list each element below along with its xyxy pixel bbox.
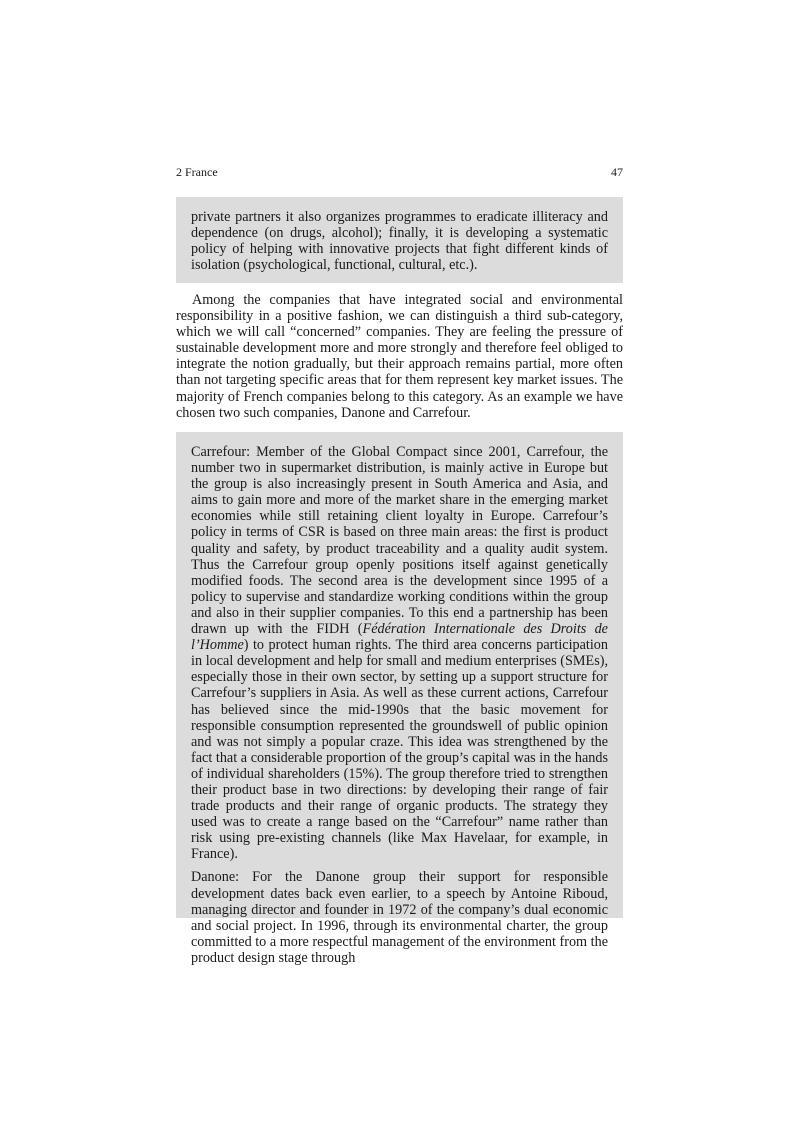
carrefour-text-1: Carrefour: Member of the Global Compact since 2001, Carrefour, the number two in supermarket distribution, is mainly active in Europe but the group is also increasingly present in South America and Asia, and aims to gain more and more of the market share in the emerging market economies while still retaining client loyalty in Europe. Carrefour’s policy in terms of CSR is based on three main areas: the first is product quality and safety, by product traceability and a quality audit system. Thus the Carrefour group openly positions itself against genetically modified foods. The second area is the development since 1995 of a policy to supervise and standardize working conditions within the group and also in their supplier companies. To this end a partnership has been drawn up with the FIDH (: [191, 444, 608, 638]
carrefour-text-2: ) to protect human rights. The third area concerns participation in local development and help for small and medium enterprises (SMEs), especially those in their own sector, by setting up a support structure for Carrefour’s suppliers in Asia. As well as these current actions, Carrefour has believed since the mid-1990s that the basic movement for responsible consumption represented the groundswell of public opinion and was not simply a popular craze. This idea was strengthened by the fact that a considerable proportion of the group’s capital was in the hands of individual shareholders (15%). The group therefore tried to strengthen their product base in two directions: by developing their range of fair trade products and their range of organic products. The strategy they used was to create a range based on the “Carrefour” name rather than risk using pre-existing channels (like Max Havelaar, for example, in France).: [191, 637, 608, 863]
box-top-text: private partners it also organizes programmes to eradicate illiteracy and dependence (on drugs, alcohol); finally, it is developing a systematic policy of helping with innovative projects that fight different kinds of isolation (psychological, functional, cultural, etc.).: [191, 209, 608, 274]
danone-example: Danone: For the Danone group their support for responsible development dates back even earlier, to a speech by Antoine Riboud, managing director and founder in 1972 of the company’s dual economic and social project. In 1996, through its environmental charter, the group committed to a more respectful management of the environment from the product design stage through: [191, 869, 608, 966]
shaded-box-examples: [176, 432, 623, 966]
carrefour-example: [191, 444, 608, 862]
page-number: 47: [611, 165, 623, 179]
body-paragraph: Among the companies that have integrated social and environmental responsibility in a positive fashion, we can distinguish a third sub-category, which we will call “concerned” companies. They are feeling the pressure of sustainable development more and more strongly and therefore feel obliged to integrate the notion gradually, but their approach remains partial, more often than not targeting specific areas that for them represent key market issues. The majority of French companies belong to this category. As an example we have chosen two such companies, Danone and Carrefour.: [176, 292, 623, 421]
chapter-title: 2 France: [176, 165, 218, 179]
running-head: [176, 163, 623, 181]
shaded-box-top: [176, 197, 623, 283]
fidh-full-name: Fédération Internationale des Droits de l’Homme: [191, 621, 608, 654]
